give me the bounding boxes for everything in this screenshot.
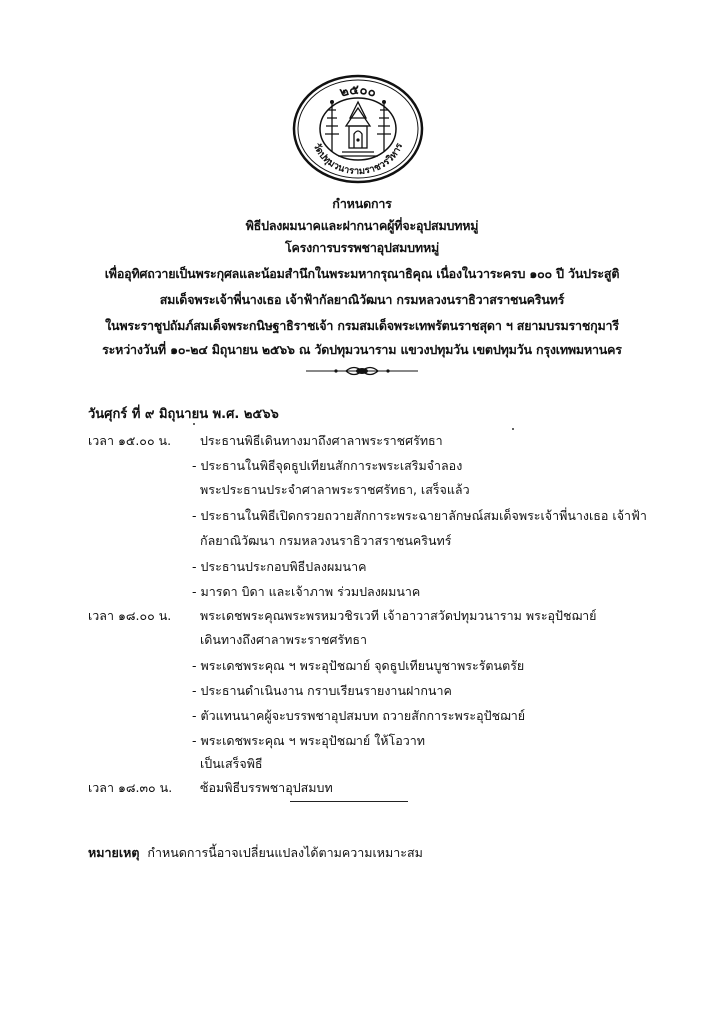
schedule-item: - มารดา บิดา และเจ้าภาพ ร่วมปลงผมนาค — [192, 584, 421, 599]
schedule-item: พระเดชพระคุณพระพรหมวชิรเวที เจ้าอาวาสวัดปทุมวนาราม พระอุปัชฌาย์ — [200, 608, 597, 623]
schedule-item: พระประธานประจำศาลาพระราชศรัทธา, เสร็จแล้ว — [200, 482, 470, 497]
schedule-item: - ประธานในพิธีจุดธูปเทียนสักการะพระเสริมจำลอง — [192, 458, 463, 473]
schedule-item: - ประธานประกอบพิธีปลงผมนาค — [192, 559, 367, 574]
ceremony-title: พิธีปลงผมนาคและฝากนาคผู้ที่จะอุปสมบทหมู่ — [245, 218, 479, 233]
dedication-line-2: สมเด็จพระเจ้าพี่นางเธอ เจ้าฟ้ากัลยาณิวัฒนา กรมหลวงนราธิวาสราชนครินทร์ — [159, 292, 565, 307]
patronage-line: ในพระราชูปถัมภ์สมเด็จพระกนิษฐาธิราชเจ้า กรมสมเด็จพระเทพรัตนราชสุดา ฯ สยามบรมราชกุมารี — [105, 318, 619, 333]
schedule-item: เดินทางถึงศาลาพระราชศรัทธา — [200, 632, 368, 647]
document-title: กำหนดการ — [332, 196, 392, 211]
schedule-item: ซ้อมพิธีบรรพชาอุปสมบท — [200, 780, 333, 795]
schedule-item: - ประธานในพิธีเปิดกรวยถวายสักการะพระฉายาลักษณ์สมเด็จพระเจ้าพี่นางเธอ เจ้าฟ้า — [192, 508, 647, 523]
schedule-item: - พระเดชพระคุณ ฯ พระอุปัชฌาย์ จุดธูปเทียนบูชาพระรัตนตรัย — [192, 658, 525, 673]
time-label: เวลา ๑๕.๐๐ น. — [88, 433, 172, 448]
footnote — [88, 843, 423, 863]
dates-venue-line: ระหว่างวันที่ ๑๐-๒๔ มิถุนายน ๒๕๖๖ ณ วัดปทุมวนาราม แขวงปทุมวัน เขตปทุมวัน กรุงเทพมหานคร — [102, 342, 622, 357]
footnote-label: หมายเหตุ — [88, 845, 140, 860]
dedication-line-1: เพื่ออุทิศถวายเป็นพระกุศลและน้อมสำนึกในพระมหากรุณาธิคุณ เนื่องในวาระครบ ๑๐๐ ปี วันประสูติ — [104, 266, 620, 281]
schedule-date: วันศุกร์ ที่ ๙ มิถุนายน พ.ศ. ๒๕๖๖ — [88, 407, 279, 422]
project-title: โครงการบรรพชาอุปสมบทหมู่ — [284, 240, 440, 255]
schedule-item: - ประธานดำเนินงาน กราบเรียนรายงานฝากนาค — [192, 683, 452, 698]
time-label: เวลา ๑๘.๓๐ น. — [88, 780, 173, 795]
footnote-text: กำหนดการนี้อาจเปลี่ยนแปลงได้ตามความเหมาะสม — [147, 845, 423, 860]
schedule-item: - ตัวแทนนาคผู้จะบรรพชาอุปสมบท ถวายสักการะพระอุปัชฌาย์ — [192, 708, 526, 723]
svg-text:วัดปทุมวนารามราชวรวิหาร: วัดปทุมวนารามราชวรวิหาร — [310, 141, 406, 178]
scan-speck — [193, 423, 195, 425]
ornament-divider — [306, 364, 418, 378]
schedule-item: - พระเดชพระคุณ ฯ พระอุปัชฌาย์ ให้โอวาท — [192, 733, 426, 748]
temple-seal-emblem — [292, 74, 424, 184]
closing-rule — [290, 801, 408, 802]
schedule-item: กัลยาณิวัฒนา กรมหลวงนราธิวาสราชนครินทร์ — [200, 533, 452, 548]
schedule-item: เป็นเสร็จพิธี — [200, 756, 263, 771]
scan-speck — [512, 428, 514, 430]
svg-text:๒๕๐๐: ๒๕๐๐ — [338, 82, 378, 101]
schedule-item: ประธานพิธีเดินทางมาถึงศาลาพระราชศรัทธา — [200, 433, 443, 448]
time-label: เวลา ๑๘.๐๐ น. — [88, 608, 172, 623]
